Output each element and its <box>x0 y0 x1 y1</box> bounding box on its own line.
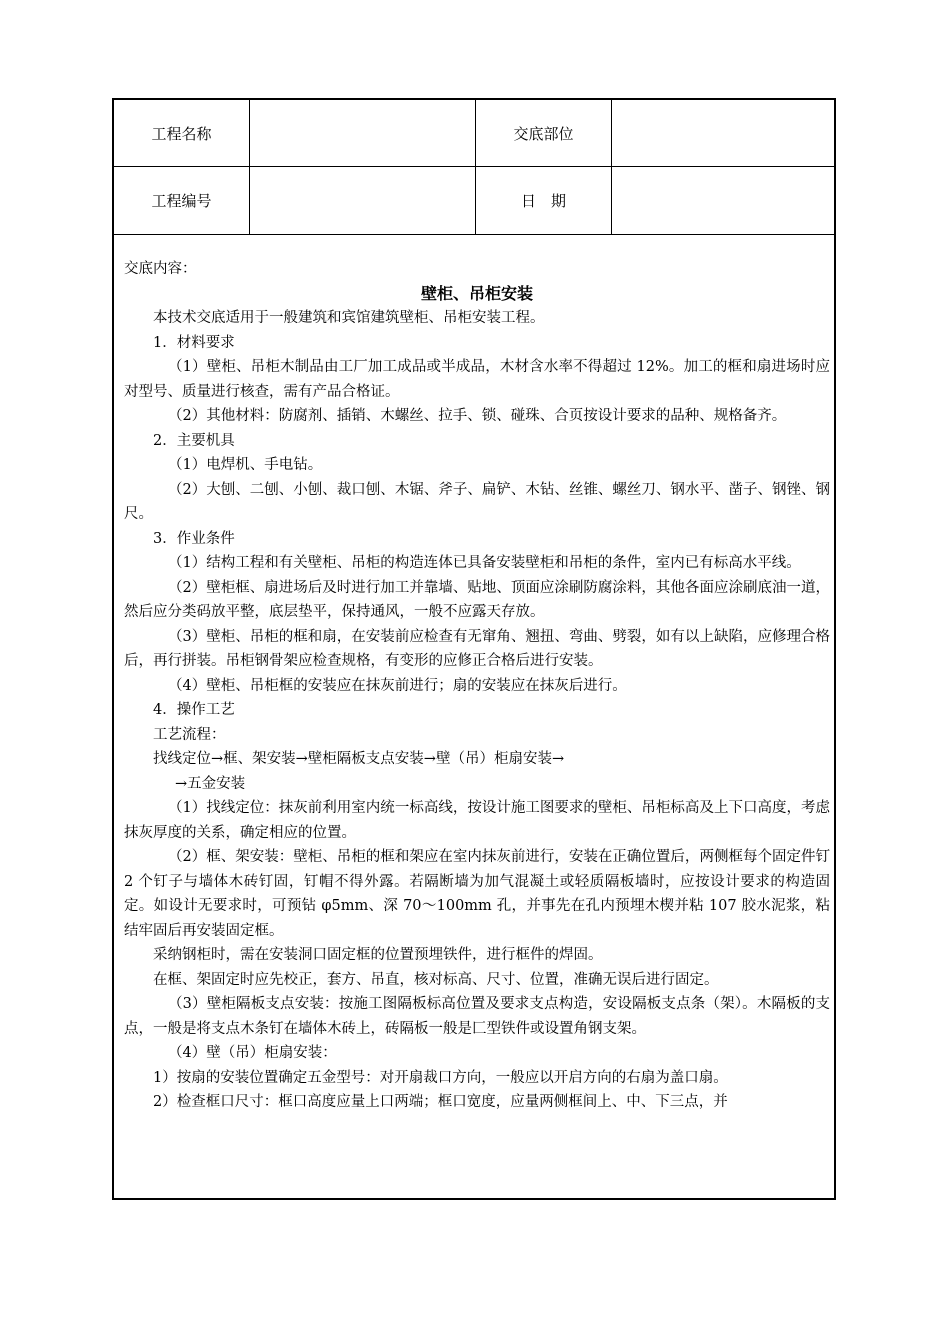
paragraph: （3）壁柜、吊柜的框和扇，在安装前应检查有无窜角、翘扭、弯曲、劈裂，如有以上缺陷，应修理合格后，再行拼装。吊柜钢骨架应检查规格，有变形的应修正合格后进行安装。 <box>124 628 830 669</box>
paragraph: 本技术交底适用于一般建筑和宾馆建筑壁柜、吊柜安装工程。 <box>153 310 545 326</box>
disclosure-part-label: 交底部位 <box>476 100 612 166</box>
section-heading: 1．材料要求 <box>153 334 235 351</box>
date-label: 日 期 <box>476 167 612 234</box>
project-no-label: 工程编号 <box>114 167 250 234</box>
paragraph: 工艺流程： <box>153 726 226 743</box>
project-no-field[interactable] <box>250 167 476 234</box>
paragraph: 1）按扇的安装位置确定五金型号：对开扇裁口方向，一般应以开启方向的右扇为盖口扇。 <box>153 1069 728 1086</box>
project-name-label: 工程名称 <box>114 100 250 166</box>
paragraph: 在框、架固定时应先校正，套方、吊直，核对标高、尺寸、位置，准确无误后进行固定。 <box>153 971 719 988</box>
paragraph: （1）电焊机、手电钻。 <box>168 457 323 473</box>
paragraph: （1）壁柜、吊柜木制品由工厂加工成品或半成品，木材含水率不得超过 12%。加工的框和扇进场时应对型号、质量进行核查，需有产品合格证。 <box>124 359 830 400</box>
process-flow-line: →五金安装 <box>175 775 246 792</box>
header-row-2 <box>114 167 834 235</box>
header-row-1 <box>114 100 834 167</box>
disclosure-sheet <box>112 98 836 1200</box>
paragraph: （4）壁（吊）柜扇安装： <box>168 1045 337 1061</box>
content-title: 壁柜、吊柜安装 <box>420 283 533 303</box>
paragraph: （3）壁柜隔板支点安装：按施工图隔板标高位置及要求支点构造，安设隔板支点条（架）。木隔板的支点，一般是将支点木条钉在墙体木砖上，砖隔板一般是匚型铁件或设置角钢支架。 <box>124 996 830 1037</box>
paragraph: 采纳钢柜时，需在安装洞口固定框的位置预埋铁件，进行框件的焊固。 <box>153 947 603 963</box>
paragraph: （2）大刨、二刨、小刨、裁口刨、木锯、斧子、扁铲、木钻、丝锥、螺丝刀、钢水平、凿子、钢锉、钢尺。 <box>124 481 830 522</box>
paragraph: （2）框、架安装：壁柜、吊柜的框和架应在室内抹灰前进行，安装在正确位置后，两侧框每个固定件钉 2 个钉子与墙体木砖钉固，钉帽不得外露。若隔断墙为加气混凝土或轻质隔板墙时，应按设计要求的构造固定。如设计无要求时，可预钻 φ5mm、深 70～100mm 孔，并事先在孔内预埋木楔并粘 107 胶水泥浆，粘结牢固后再安装固定框。 <box>124 849 830 939</box>
paragraph: （4）壁柜、吊柜框的安装应在抹灰前进行；扇的安装应在抹灰后进行。 <box>168 677 627 694</box>
paragraph: 2）检查框口尺寸：框口高度应量上口两端；框口宽度，应量两侧框间上、中、下三点，并 <box>153 1094 728 1110</box>
process-flow-line: 找线定位→框、架安装→壁柜隔板支点安装→壁（吊）柜扇安装→ <box>153 751 565 767</box>
disclosure-part-field[interactable] <box>612 100 834 166</box>
paragraph: （2）壁柜框、扇进场后及时进行加工并靠墙、贴地、顶面应涂刷防腐涂料，其他各面应涂刷底油一道，然后应分类码放平整，底层垫平，保持通风，一般不应露天存放。 <box>124 579 830 620</box>
paragraph: （2）其他材料：防腐剂、插销、木螺丝、拉手、锁、碰珠、合页按设计要求的品种、规格备齐。 <box>168 408 787 424</box>
paragraph: （1）结构工程和有关壁柜、吊柜的构造连体已具备安装壁柜和吊柜的条件，室内已有标高水平线。 <box>168 555 801 571</box>
section-heading: 4．操作工艺 <box>153 702 235 718</box>
section-heading: 3．作业条件 <box>153 530 235 547</box>
paragraph: （1）找线定位：抹灰前利用室内统一标高线，按设计施工图要求的壁柜、吊柜标高及上下口高度，考虑抹灰厚度的关系，确定相应的位置。 <box>124 800 830 841</box>
project-name-field[interactable] <box>250 100 476 166</box>
disclosure-content <box>124 257 830 1115</box>
section-heading: 2．主要机具 <box>153 432 235 449</box>
date-field[interactable] <box>612 167 834 234</box>
content-intro-label: 交底内容： <box>124 261 197 277</box>
